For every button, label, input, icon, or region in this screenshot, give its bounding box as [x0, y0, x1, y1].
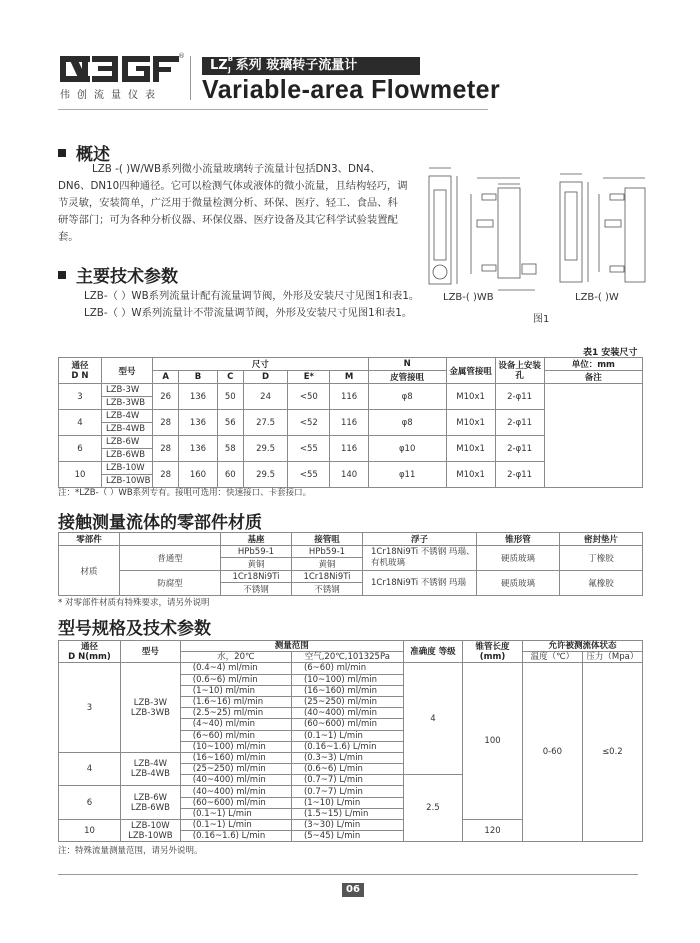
specs-table — [58, 640, 643, 842]
cell-c: 56 — [217, 410, 243, 436]
col-n-sub: 皮管接咀 — [368, 371, 446, 384]
tech-params-heading: 主要技术参数 — [58, 262, 178, 287]
cell-model: LZB-6W LZB-6WB — [120, 786, 180, 820]
cell-c: 60 — [217, 462, 243, 488]
figure-label-w: LZB-( )W — [575, 292, 619, 303]
footer-rule — [58, 874, 638, 875]
cell-air-range: (10~100) ml/min — [291, 674, 403, 685]
nbgf-logo-mark — [60, 54, 180, 84]
cell-nozzle: 黄铜 — [292, 558, 363, 571]
figure-caption: 图1 — [533, 314, 550, 325]
cell-air-range: (3~30) L/min — [291, 820, 403, 831]
cell-m: 140 — [330, 462, 368, 488]
cell-e: <55 — [288, 436, 330, 462]
col-a: A — [153, 371, 179, 384]
cell-dn: 3 — [59, 663, 121, 753]
cell-model: LZB-10W — [102, 462, 153, 475]
cell-float: 1Cr18Ni9Ti 不锈钢 玛瑙、有机玻璃 — [363, 546, 477, 571]
table1-note: 注：*LZB-（ ）WB系列专有。接咀可选用：快速接口、卡套接口。 — [58, 488, 312, 498]
series-title-banner — [202, 54, 420, 75]
cell-remark — [544, 384, 642, 488]
cell-model: LZB-10WB — [102, 475, 153, 488]
cell-model: LZB-4WB — [102, 423, 153, 436]
series-title: 系列 玻璃转子流量计 — [235, 58, 358, 73]
cell-m: 116 — [330, 410, 368, 436]
cell-holes: 2-φ11 — [495, 410, 544, 436]
specs-heading: 型号规格及技术参数 — [58, 619, 211, 639]
cell-nozzle: HPb59-1 — [292, 546, 363, 558]
cell-type: 防腐型 — [120, 571, 221, 596]
cell-holes: 2-φ11 — [495, 384, 544, 410]
header-divider — [190, 56, 191, 100]
cell-e: <50 — [288, 384, 330, 410]
cell-nozzle: 不锈钢 — [292, 583, 363, 596]
cell-water-range: (16~160) ml/min — [180, 752, 291, 763]
cell-water-range: (0.1~1) L/min — [180, 808, 291, 819]
col-pressure: 压力（Mpa） — [582, 652, 642, 663]
cell-a: 28 — [153, 436, 179, 462]
col-state: 允许被测流体状态 — [522, 641, 642, 652]
materials-heading: 接触测量流体的零部件材质 — [58, 513, 262, 533]
cell-float: 1Cr18Ni9Ti 不锈钢 玛瑙 — [363, 571, 477, 596]
cell-water-range: (6~60) ml/min — [180, 730, 291, 741]
cell-m: 116 — [330, 436, 368, 462]
cell-d: 29.5 — [243, 436, 287, 462]
cell-model: LZB-6W — [102, 436, 153, 449]
cell-base: 不锈钢 — [221, 583, 292, 596]
cell-air-range: (16~160) ml/min — [291, 685, 403, 696]
english-title: Variable-area Flowmeter — [202, 74, 501, 104]
cell-e: <55 — [288, 462, 330, 488]
cell-water-range: (1.6~16) ml/min — [180, 696, 291, 707]
cell-model: LZB-3WB — [102, 397, 153, 410]
cell-holes: 2-φ11 — [495, 462, 544, 488]
materials-col-6: 密封垫片 — [560, 533, 643, 546]
col-air: 空气,20℃,101325Pa — [291, 652, 403, 663]
cell-b: 136 — [179, 384, 217, 410]
cell-n: φ8 — [368, 384, 446, 410]
cell-water-range: (1~10) ml/min — [180, 685, 291, 696]
overview-heading: 概述 — [58, 140, 110, 165]
table1-caption: 表1 安装尺寸 — [583, 348, 638, 358]
cell-c: 58 — [217, 436, 243, 462]
cell-length: 100 — [463, 663, 523, 820]
col-size: 尺寸 — [153, 358, 369, 371]
table-row — [59, 384, 643, 397]
col-model: 型号 — [102, 358, 153, 384]
installation-dimensions-table — [58, 357, 643, 488]
cell-dn: 3 — [59, 384, 102, 410]
cell-length: 120 — [463, 820, 523, 842]
cell-gasket: 丁橡胶 — [560, 546, 643, 571]
col-accuracy: 准确度 等级 — [403, 641, 462, 663]
cell-air-range: (1.5~15) L/min — [291, 808, 403, 819]
col-temp: 温度（℃） — [522, 652, 582, 663]
cell-air-range: (0.7~7) L/min — [291, 775, 403, 786]
col-model: 型号 — [120, 641, 180, 663]
cell-tube: 硬质玻璃 — [477, 571, 560, 596]
cell-air-range: (0.7~7) L/min — [291, 786, 403, 797]
cell-a: 26 — [153, 384, 179, 410]
header-rule — [58, 109, 488, 110]
cell-dn: 10 — [59, 820, 121, 842]
tech-params-line-2: LZB-（ ）W系列流量计不带流量调节阀，外形及安装尺寸见图1和表1。 — [84, 307, 413, 319]
cell-model: LZB-3W LZB-3WB — [120, 663, 180, 753]
tech-params-line-1: LZB-（ ）WB系列流量计配有流量调节阀，外形及安装尺寸见图1和表1。 — [84, 290, 420, 302]
cell-metal: M10x1 — [446, 462, 495, 488]
cell-air-range: (0.1~1) L/min — [291, 730, 403, 741]
cell-accuracy: 4 — [403, 663, 462, 775]
materials-col-5: 锥形管 — [477, 533, 560, 546]
cell-dn: 4 — [59, 410, 102, 436]
col-e: E* — [288, 371, 330, 384]
table-row — [59, 571, 643, 583]
cell-temp: 0-60 — [522, 663, 582, 842]
square-bullet-icon — [58, 149, 66, 157]
cell-b: 136 — [179, 436, 217, 462]
cell-m: 116 — [330, 384, 368, 410]
flowmeter-dimension-drawing — [425, 160, 665, 300]
cell-air-range: (1~10) L/min — [291, 797, 403, 808]
cell-water-range: (0.16~1.6) L/min — [180, 831, 291, 842]
page-number: 06 — [342, 883, 364, 897]
cell-water-range: (0.4~4) ml/min — [180, 663, 291, 674]
col-unit: 单位：mm — [544, 358, 642, 371]
col-water: 水，20℃ — [180, 652, 291, 663]
cell-model: LZB-3W — [102, 384, 153, 397]
cell-nozzle: 1Cr18Ni9Ti — [292, 571, 363, 583]
figure-label-wb: LZB-( )WB — [443, 292, 494, 303]
series-prefix: LZ — [210, 58, 228, 73]
overview-paragraph: LZB -( )W/WB系列微小流量玻璃转子流量计包括DN3、DN4、DN6、DN10四种通径。它可以检测气体或液体的微小流量，且结构轻巧，调节灵敏，安装简单，广泛用于微量检测分析、环保、医疗、轻工、食品、科研等部门；可为各种分析仪器、环保仪器、医疗设备及其它科学试验装置配套。 — [58, 163, 408, 243]
square-bullet-icon — [58, 271, 66, 279]
cell-air-range: (0.3~3) L/min — [291, 752, 403, 763]
materials-table — [58, 532, 643, 596]
cell-base: HPb59-1 — [221, 546, 292, 558]
col-range: 测量范围 — [180, 641, 403, 652]
col-dn: 通径 D N — [59, 358, 102, 384]
col-dn: 通径 D N(mm) — [59, 641, 121, 663]
cell-gasket: 氟橡胶 — [560, 571, 643, 596]
cell-a: 28 — [153, 410, 179, 436]
cell-pressure: ≤0.2 — [582, 663, 642, 842]
cell-n: φ10 — [368, 436, 446, 462]
cell-tube: 硬质玻璃 — [477, 546, 560, 571]
cell-d: 27.5 — [243, 410, 287, 436]
cell-dn: 6 — [59, 786, 121, 820]
cell-water-range: (25~250) ml/min — [180, 764, 291, 775]
cell-type: 普通型 — [120, 546, 221, 571]
cell-water-range: (10~100) ml/min — [180, 741, 291, 752]
figure-1-drawing — [425, 160, 665, 330]
cell-water-range: (0.6~6) ml/min — [180, 674, 291, 685]
cell-water-range: (0.1~1) L/min — [180, 820, 291, 831]
cell-metal: M10x1 — [446, 410, 495, 436]
specs-note: 注：特殊流量测量范围，请另外说明。 — [58, 846, 203, 856]
col-m: M — [330, 371, 368, 384]
materials-note: * 对零部件材质有特殊要求，请另外说明 — [58, 598, 210, 608]
cell-base: 1Cr18Ni9Ti — [221, 571, 292, 583]
col-metal: 金属管接咀 — [446, 358, 495, 384]
cell-row-label: 材质 — [59, 546, 120, 596]
col-c: C — [217, 371, 243, 384]
cell-dn: 6 — [59, 436, 102, 462]
cell-water-range: (60~600) ml/min — [180, 797, 291, 808]
materials-col-4: 浮子 — [363, 533, 477, 546]
series-sub: J — [228, 66, 231, 74]
materials-col-0: 零部件 — [59, 533, 120, 546]
cell-d: 24 — [243, 384, 287, 410]
logo-subtitle: 伟创流量仪表 — [60, 90, 162, 101]
col-b: B — [179, 371, 217, 384]
series-sup: B — [227, 54, 234, 63]
col-length: 锥管长度 (mm) — [463, 641, 523, 663]
cell-b: 160 — [179, 462, 217, 488]
cell-water-range: (40~400) ml/min — [180, 775, 291, 786]
cell-air-range: (0.6~6) L/min — [291, 764, 403, 775]
materials-col-3: 接管咀 — [292, 533, 363, 546]
cell-model: LZB-4W LZB-4WB — [120, 752, 180, 786]
cell-air-range: (25~250) ml/min — [291, 696, 403, 707]
cell-air-range: (5~45) L/min — [291, 831, 403, 842]
cell-d: 29.5 — [243, 462, 287, 488]
col-holes: 设备上安装孔 — [495, 358, 544, 384]
cell-model: LZB-4W — [102, 410, 153, 423]
cell-water-range: (40~400) ml/min — [180, 786, 291, 797]
cell-accuracy: 2.5 — [403, 775, 462, 842]
cell-air-range: (6~60) ml/min — [291, 663, 403, 674]
cell-holes: 2-φ11 — [495, 436, 544, 462]
cell-a: 28 — [153, 462, 179, 488]
cell-dn: 4 — [59, 752, 121, 786]
cell-water-range: (2.5~25) ml/min — [180, 708, 291, 719]
col-d: D — [243, 371, 287, 384]
materials-col-1 — [120, 533, 221, 546]
cell-metal: M10x1 — [446, 384, 495, 410]
cell-b: 136 — [179, 410, 217, 436]
table-row — [59, 546, 643, 558]
cell-air-range: (40~400) ml/min — [291, 708, 403, 719]
cell-e: <52 — [288, 410, 330, 436]
cell-air-range: (60~600) ml/min — [291, 719, 403, 730]
col-n: N — [368, 358, 446, 371]
cell-air-range: (0.16~1.6) L/min — [291, 741, 403, 752]
cell-metal: M10x1 — [446, 436, 495, 462]
cell-c: 50 — [217, 384, 243, 410]
col-remark: 备注 — [544, 371, 642, 384]
registered-mark: ® — [178, 52, 185, 60]
table-row — [59, 663, 643, 674]
cell-base: 黄铜 — [221, 558, 292, 571]
cell-n: φ8 — [368, 410, 446, 436]
cell-model: LZB-10W LZB-10WB — [120, 820, 180, 842]
cell-water-range: (4~40) ml/min — [180, 719, 291, 730]
cell-model: LZB-6WB — [102, 449, 153, 462]
materials-col-2: 基座 — [221, 533, 292, 546]
cell-n: φ11 — [368, 462, 446, 488]
cell-dn: 10 — [59, 462, 102, 488]
